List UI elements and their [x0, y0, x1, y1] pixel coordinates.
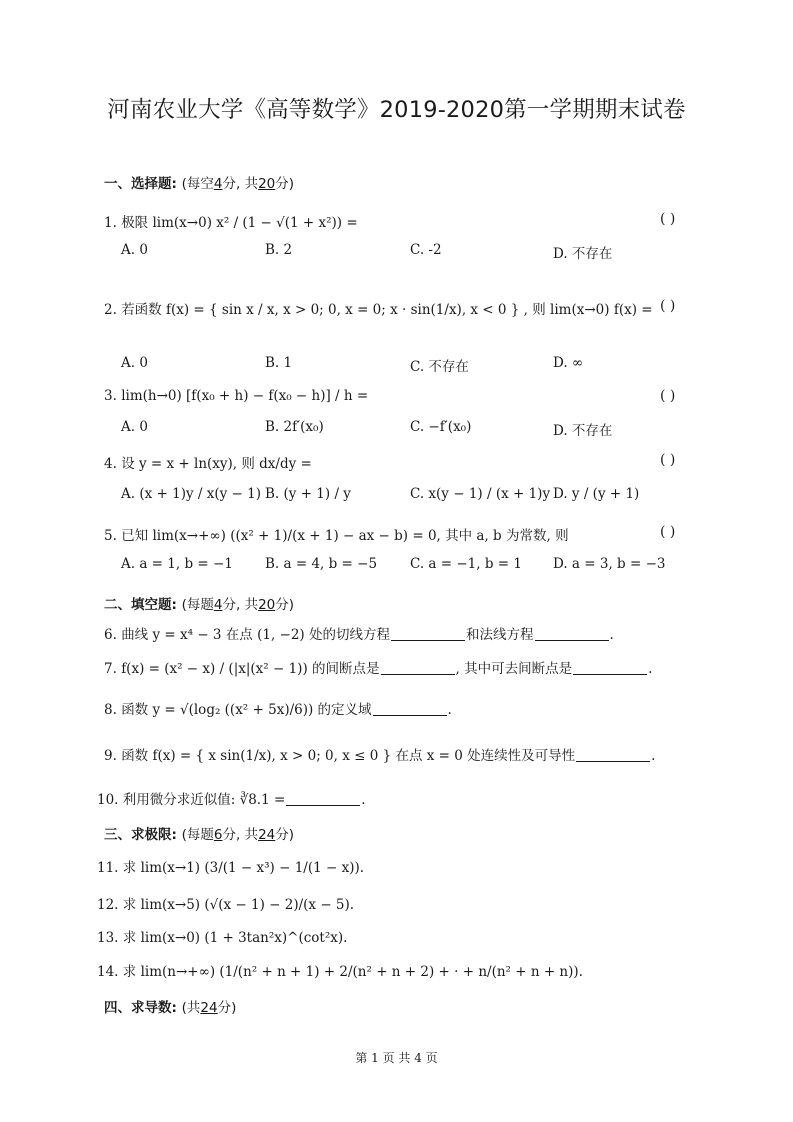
- question-text: 求 lim(x→1) (3/(1 − x³) − 1/(1 − x)).: [122, 860, 365, 876]
- option-d: D. ∞: [553, 355, 584, 371]
- question-8: [104, 698, 452, 718]
- note-total-score: 24: [258, 827, 276, 843]
- question-text: f(x) = (x² − x) / (|x|(x² − 1)) 的间断点是: [121, 661, 380, 677]
- section-1-note: [182, 176, 294, 192]
- question-text: 利用微分求近似值: ∛8.1 =: [122, 792, 286, 808]
- option-a: A. 0: [121, 419, 148, 435]
- question-4: [104, 452, 312, 472]
- note-total-score: 20: [258, 176, 276, 192]
- section-3-label: 三、求极限:: [104, 827, 177, 843]
- question-11: [97, 856, 364, 876]
- question-5: [104, 524, 569, 544]
- question-6: [104, 623, 614, 643]
- answer-paren: ( ): [660, 524, 676, 540]
- page-footer: 第 1 页 共 4 页: [355, 1051, 438, 1065]
- note-mid: 分, 共: [222, 597, 259, 613]
- option-c: C. x(y − 1) / (x + 1)y: [410, 486, 551, 502]
- option-c: C. 不存在: [410, 359, 469, 375]
- question-10: [97, 788, 366, 808]
- section-4-note: [182, 1000, 237, 1016]
- question-number: 5.: [104, 528, 117, 544]
- page-title: 河南农业大学《高等数学》2019-2020第一学期期末试卷: [107, 97, 686, 123]
- question-number: 13.: [97, 930, 119, 946]
- note-mid: 分, 共: [222, 827, 259, 843]
- option-c: C. -2: [410, 242, 442, 258]
- note-per-score: 6: [213, 827, 223, 843]
- question-14: [97, 960, 583, 980]
- note-post: 分): [275, 597, 295, 613]
- option-b: B. 1: [265, 355, 293, 371]
- section-3-header: [104, 823, 294, 843]
- option-c: C. a = −1, b = 1: [410, 556, 522, 572]
- section-3-note: [182, 827, 294, 843]
- section-2-note: [182, 597, 294, 613]
- option-a: A. 0: [121, 355, 148, 371]
- note-post: 分): [275, 827, 295, 843]
- answer-blank[interactable]: [576, 747, 650, 762]
- note-post: 分): [275, 176, 295, 192]
- question-number: 12.: [97, 897, 119, 913]
- answer-paren: ( ): [660, 388, 676, 404]
- note-per-score: 4: [213, 176, 223, 192]
- question-number: 10.: [97, 792, 119, 808]
- question-text-mid: , 其中可去间断点是: [455, 661, 573, 677]
- question-text: 已知 lim(x→+∞) ((x² + 1)/(x + 1) − ax − b) = 0, 其中 a, b 为常数, 则: [121, 528, 569, 544]
- question-number: 8.: [104, 702, 117, 718]
- question-text: 求 lim(x→5) (√(x − 1) − 2)/(x − 5).: [122, 897, 355, 913]
- answer-blank[interactable]: [535, 626, 609, 641]
- note-post: 分): [217, 1000, 237, 1016]
- note-pre: (每空: [181, 176, 214, 192]
- question-text-mid: 和法线方程: [466, 627, 534, 643]
- option-a: A. a = 1, b = −1: [121, 556, 233, 572]
- note-pre: (每题: [181, 597, 214, 613]
- option-d: D. 不存在: [553, 246, 613, 262]
- answer-paren: ( ): [660, 452, 676, 468]
- question-text-end: .: [609, 627, 614, 643]
- question-text-end: .: [361, 792, 366, 808]
- question-text: 极限 lim(x→0) x² / (1 − √(1 + x²)) =: [121, 215, 358, 231]
- question-number: 2.: [104, 302, 117, 318]
- note-per-score: 4: [213, 597, 223, 613]
- question-text: 函数 y = √(log₂ ((x² + 5x)/6)) 的定义域: [121, 702, 372, 718]
- question-12: [97, 893, 354, 913]
- option-b: B. a = 4, b = −5: [265, 556, 378, 572]
- note-pre: (共: [181, 1000, 201, 1016]
- question-text-end: .: [651, 748, 656, 764]
- option-a: A. (x + 1)y / x(y − 1): [121, 486, 261, 502]
- note-total-score: 24: [200, 1000, 218, 1016]
- answer-blank[interactable]: [286, 791, 360, 806]
- question-13: [97, 926, 347, 946]
- question-text: 设 y = x + ln(xy), 则 dx/dy =: [121, 456, 312, 472]
- question-text-end: .: [648, 661, 653, 677]
- section-2-label: 二、填空题:: [104, 597, 177, 613]
- question-number: 1.: [104, 215, 117, 231]
- question-7: [104, 657, 652, 677]
- question-number: 14.: [97, 964, 119, 980]
- note-pre: (每题: [181, 827, 214, 843]
- option-d: D. a = 3, b = −3: [553, 556, 666, 572]
- section-1-header: [104, 172, 294, 192]
- option-c: C. −f′(x₀): [410, 419, 472, 435]
- question-text: 求 lim(n→+∞) (1/(n² + n + 1) + 2/(n² + n + 2) + · + n/(n² + n + n)).: [122, 964, 583, 980]
- question-1: [104, 211, 358, 231]
- option-d: D. 不存在: [553, 423, 613, 439]
- question-text: 曲线 y = x⁴ − 3 在点 (1, −2) 处的切线方程: [121, 627, 390, 643]
- answer-blank[interactable]: [381, 660, 455, 675]
- question-number: 9.: [104, 748, 117, 764]
- section-2-header: [104, 593, 294, 613]
- question-3: [104, 388, 368, 404]
- question-text: 若函数 f(x) = { sin x / x, x > 0; 0, x = 0; x · sin(1/x), x < 0 } , 则 lim(x→0) f(x) =: [121, 302, 653, 318]
- question-text: 函数 f(x) = { x sin(1/x), x > 0; 0, x ≤ 0 } 在点 x = 0 处连续性及可导性: [121, 748, 576, 764]
- question-number: 11.: [97, 860, 119, 876]
- answer-blank[interactable]: [391, 626, 465, 641]
- option-b: B. 2f′(x₀): [265, 419, 324, 435]
- note-total-score: 20: [258, 597, 276, 613]
- note-mid: 分, 共: [222, 176, 259, 192]
- question-text: lim(h→0) [f(x₀ + h) − f(x₀ − h)] / h =: [121, 388, 369, 404]
- question-number: 3.: [104, 388, 117, 404]
- section-4-label: 四、求导数:: [104, 1000, 177, 1016]
- answer-blank[interactable]: [573, 660, 647, 675]
- answer-blank[interactable]: [373, 701, 447, 716]
- question-number: 4.: [104, 456, 117, 472]
- section-4-header: [104, 996, 236, 1016]
- question-number: 6.: [104, 627, 117, 643]
- question-2: [104, 298, 653, 318]
- option-b: B. (y + 1) / y: [265, 486, 351, 502]
- section-1-label: 一、选择题:: [104, 176, 177, 192]
- question-text-end: .: [447, 702, 452, 718]
- answer-paren: ( ): [660, 298, 676, 314]
- question-text: 求 lim(x→0) (1 + 3tan²x)^(cot²x).: [122, 930, 348, 946]
- answer-paren: ( ): [660, 211, 676, 227]
- option-a: A. 0: [121, 242, 148, 258]
- option-b: B. 2: [265, 242, 293, 258]
- question-number: 7.: [104, 661, 117, 677]
- option-d: D. y / (y + 1): [553, 486, 640, 502]
- question-9: [104, 744, 655, 764]
